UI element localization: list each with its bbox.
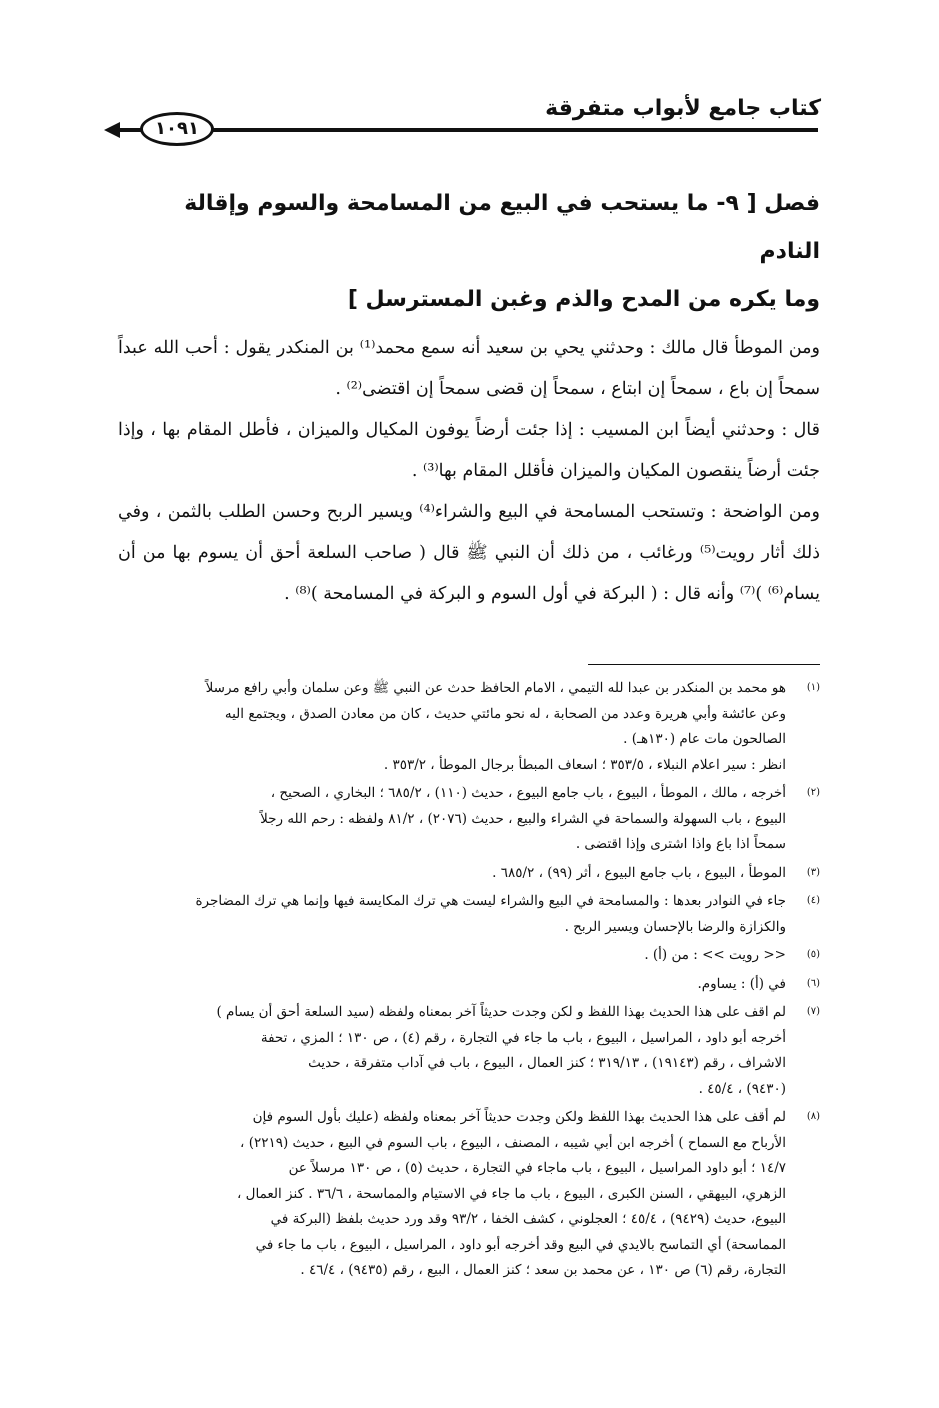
- footnote-line: وعن عائشة وأبي هريرة وعدد من الصحابة ، له نحو مائتي حديث ، كان من معادن الصدق ، ويجتمع اليه: [224, 705, 786, 722]
- footnote-number: (٥): [806, 949, 820, 960]
- footnote-line: البيوع ، باب السهولة والسماحة في الشراء والبيع ، حديث (٢٠٧٦) ، ٨١/٢ ولفظه : رحم الله رجلاً: [260, 810, 786, 827]
- footnote-number: (٧): [806, 1006, 820, 1017]
- header-rule-arrow: [104, 122, 120, 138]
- running-title: كتاب جامع لأبواب متفرقة: [545, 96, 821, 121]
- footnote-line: هو محمد بن المنكدر بن عبدا لله التيمي ، الامام الحافظ حدث عن النبي ﷺ وعن سلمان وأبي رافع مرسلاً: [205, 680, 786, 696]
- paragraph-2: قال : وحدثني أيضاً ابن المسيب : إذا جئت أرضاً يوفون المكيال والميزان ، فأطل المقام بها ، وإذا جئت أرضاً ينقصون المكيان والميزان فأقلل المقام بها⁽³⁾ .: [118, 420, 820, 481]
- footnote-line: المماسحة) أي التماسح بالايدي في البيع وقد أخرجه أبو داود ، المراسيل ، البيوع ، باب ما جاء في: [255, 1236, 786, 1253]
- footnote-line: لم أقف على هذا الحديث بهذا اللفظ ولكن وجدت حديثاً آخر بمعناه ولفظه (عليك بأول السوم فإن: [252, 1109, 786, 1125]
- footnote-line: الصالحون مات عام (١٣٠هـ) .: [623, 731, 786, 747]
- footnote-line: في (أ) : يساوم.: [697, 975, 786, 992]
- footnotes: [92, 676, 820, 1287]
- section-title-line-1: فصل [ ٩- ما يستحب في البيع من المسامحة والسوم وإقالة النادم: [184, 191, 820, 264]
- footnote-number: (١): [806, 682, 820, 693]
- footnote-line: سمحاً اذا باع واذا اشترى وإذا اقتضى .: [575, 836, 786, 852]
- footnote-line: الزهري، البيهقي ، السنن الكبرى ، البيوع ، باب ما جاء في الاستيام والمماسحة ، ٣٦/٦ . كنز العمال ،: [237, 1185, 786, 1202]
- footnote-4: [92, 889, 820, 940]
- header-rule: [118, 128, 818, 132]
- footnote-line: << رويت >> : من (أ) .: [644, 947, 786, 963]
- footnote-1: [92, 676, 820, 778]
- footnote-number: (٤): [806, 895, 820, 906]
- footnote-line: أخرجه ، مالك ، الموطأ ، البيوع ، باب جامع البيوع ، حديث (١١٠) ، ٦٨٥/٢ ؛ البخاري ، الصحيح ،: [270, 785, 786, 801]
- footnote-number: (٦): [806, 977, 820, 989]
- footnote-line: (٩٤٣٠) ، ٤٥/٤ .: [698, 1080, 786, 1097]
- footnote-number: (٣): [806, 866, 820, 878]
- footnote-2: [92, 781, 820, 858]
- footnote-line: جاء في النوادر بعدها : والمسامحة في البيع والشراء ليست هي ترك المكايسة فيها وإنما هي ترك المضاجرة: [195, 893, 786, 909]
- page-number: ١٠٩١: [140, 112, 214, 146]
- footnote-7: [92, 1000, 820, 1102]
- main-text: [118, 180, 820, 615]
- footnote-line: التجارة، رقم (٦) ص ١٣٠ ، عن محمد بن سعد ؛ كنز العمال ، البيع ، رقم (٩٤٣٥) ، ٤٦/٤ .: [300, 1262, 786, 1278]
- footnote-line: ١٤/٧ ؛ أبو داود المراسيل ، البيوع ، باب ماجاء في التجارة ، حديث (٥) ، ص ١٣٠ مرسلاً عن: [288, 1160, 786, 1176]
- footnote-line: انظر : سير اعلام النبلاء ، ٣٥٣/٥ ؛ اسعاف المبطأ برجال الموطأ ، ٣٥٣/٢ .: [383, 756, 786, 773]
- footnote-number: (٨): [806, 1111, 820, 1122]
- section-title-line-2: وما يكره من المدح والذم وغبن المسترسل ]: [347, 287, 820, 312]
- footnote-number: (٢): [806, 787, 820, 798]
- footnote-line: لم اقف على هذا الحديث بهذا اللفظ و لكن وجدت حديثاً آخر بمعناه ولفظه (سيد السلعة أحق أن يسام ): [216, 1004, 786, 1020]
- footnote-line: أخرجه أبو داود ، المراسيل ، البيوع ، باب ما جاء في التجارة ، رقم (٤) ، ص ١٣٠ ؛ المزي ، تحفة: [260, 1029, 786, 1046]
- footnote-3: [92, 861, 820, 887]
- footnote-line: الاشراف ، رقم (١٩١٤٣) ، ٣١٩/١٣ ؛ كنز العمال ، البيوع ، باب في آداب متفرقة ، حديث: [308, 1055, 786, 1071]
- paragraph-3: ومن الواضحة : وتستحب المسامحة في البيع والشراء⁽⁴⁾ ويسير الربح وحسن الطلب بالثمن ، وفي ذلك أثار رويت⁽⁵⁾ ورغائب ، من ذلك أن النبي ﷺ قال ( صاحب السلعة أحق أن يسوم بها من أن يسام⁽⁶⁾ )⁽⁷⁾ وأنه قال : ( البركة في أول السوم و البركة في المسامحة )⁽⁸⁾ .: [118, 502, 820, 604]
- footnote-line: الأرباح مع السماح ) أخرجه ابن أبي شيبه ، المصنف ، البيوع ، باب السوم في البيع ، حديث (٢٢١٩) ،: [240, 1134, 786, 1151]
- section-title: [118, 180, 820, 324]
- footnote-line: البيوع، حديث (٩٤٢٩) ، ٤٥/٤ ؛ العجلوني ، كشف الخفا ، ٩٣/٢ وقد ورد حديث بلفظ (البركة في: [270, 1211, 786, 1227]
- footnote-line: والكزازة والرضا بالإحسان ويسير الربح .: [564, 918, 786, 935]
- paragraph-1: ومن الموطأ قال مالك : وحدثني يحي بن سعيد أنه سمع محمد⁽¹⁾ بن المنكدر يقول : أحب الله عبداً سمحاً إن باع ، سمحاً إن ابتاع ، سمحاً إن قضى سمحاً إن اقتضى⁽²⁾ .: [118, 338, 821, 399]
- footnote-5: [92, 943, 820, 969]
- footnote-separator: [588, 664, 820, 665]
- footnote-8: [92, 1105, 820, 1284]
- footnote-line: الموطأ ، البيوع ، باب جامع البيوع ، أثر (٩٩) ، ٦٨٥/٢ .: [492, 864, 786, 881]
- footnote-6: [92, 972, 820, 998]
